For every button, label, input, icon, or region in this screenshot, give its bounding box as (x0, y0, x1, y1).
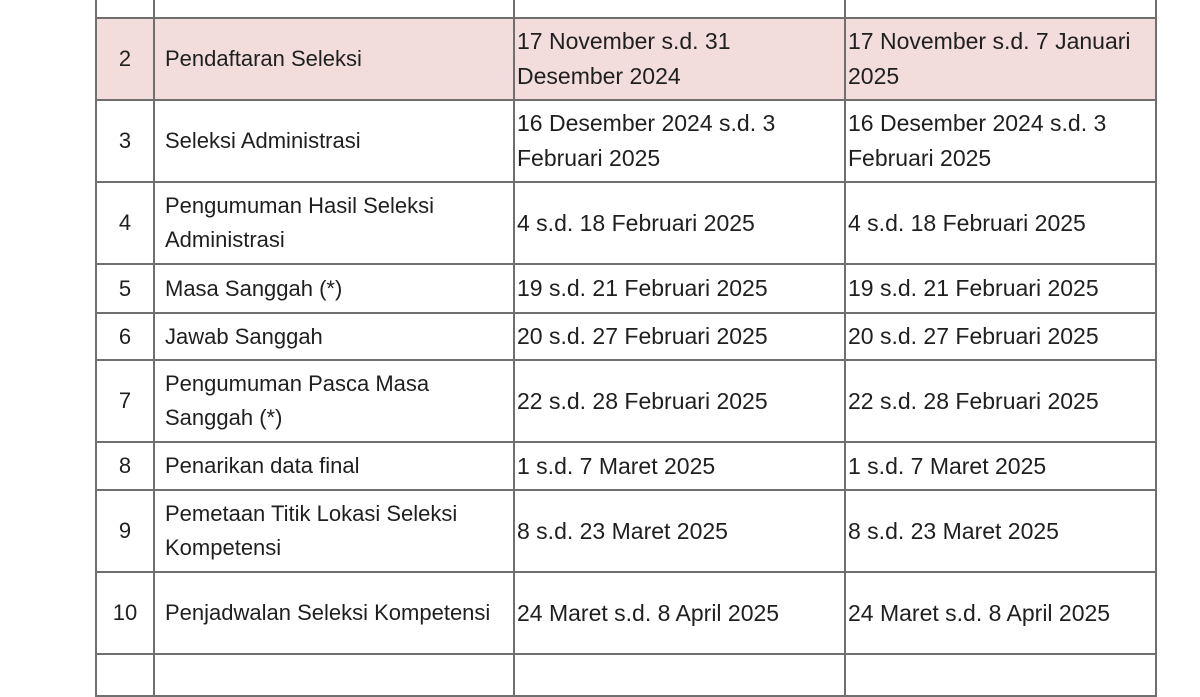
date-cell-second: 22 s.d. 28 Februari 2025 (845, 360, 1156, 442)
date-cell-first (514, 654, 845, 696)
table-row (96, 100, 1156, 182)
table-row (96, 490, 1156, 572)
activity-cell: Pengumuman Hasil Seleksi Administrasi (154, 182, 514, 264)
date-cell-second: 24 Maret s.d. 8 April 2025 (845, 572, 1156, 654)
table-row-cut-bottom (96, 654, 1156, 696)
date-cell-second (845, 654, 1156, 696)
date-cell-second: 8 s.d. 23 Maret 2025 (845, 490, 1156, 572)
row-number: 8 (96, 442, 154, 490)
row-number: 5 (96, 264, 154, 313)
date-cell-first: 16 Desember 2024 s.d. 3 Februari 2025 (514, 100, 845, 182)
activity-cell (154, 0, 514, 18)
date-cell-first: 24 Maret s.d. 8 April 2025 (514, 572, 845, 654)
row-number: 7 (96, 360, 154, 442)
activity-cell: Pengumuman Pasca Masa Sanggah (*) (154, 360, 514, 442)
activity-cell: Jawab Sanggah (154, 313, 514, 360)
date-cell-second: 19 s.d. 21 Februari 2025 (845, 264, 1156, 313)
activity-cell (154, 654, 514, 696)
row-number: 2 (96, 18, 154, 100)
date-cell-second (845, 0, 1156, 18)
date-cell-second: 4 s.d. 18 Februari 2025 (845, 182, 1156, 264)
date-cell-first: 8 s.d. 23 Maret 2025 (514, 490, 845, 572)
row-number: 4 (96, 182, 154, 264)
row-number: 6 (96, 313, 154, 360)
table-row (96, 572, 1156, 654)
date-cell-first: 19 s.d. 21 Februari 2025 (514, 264, 845, 313)
activity-cell: Pendaftaran Seleksi (154, 18, 514, 100)
row-number: 9 (96, 490, 154, 572)
table-row (96, 442, 1156, 490)
date-cell-second: 1 s.d. 7 Maret 2025 (845, 442, 1156, 490)
date-cell-first: 22 s.d. 28 Februari 2025 (514, 360, 845, 442)
table-row (96, 360, 1156, 442)
schedule-table (95, 0, 1157, 697)
table-row-cut-top (96, 0, 1156, 18)
table-row (96, 313, 1156, 360)
table-row (96, 264, 1156, 313)
date-cell-second: 16 Desember 2024 s.d. 3 Februari 2025 (845, 100, 1156, 182)
date-cell-second: 17 November s.d. 7 Januari 2025 (845, 18, 1156, 100)
table-row-highlighted (96, 18, 1156, 100)
table-row (96, 182, 1156, 264)
row-number: 10 (96, 572, 154, 654)
date-cell-first: 1 s.d. 7 Maret 2025 (514, 442, 845, 490)
activity-cell: Penarikan data final (154, 442, 514, 490)
date-cell-first: 17 November s.d. 31 Desember 2024 (514, 18, 845, 100)
activity-cell: Masa Sanggah (*) (154, 264, 514, 313)
activity-cell: Pemetaan Titik Lokasi Seleksi Kompetensi (154, 490, 514, 572)
activity-cell: Penjadwalan Seleksi Kompetensi (154, 572, 514, 654)
date-cell-first: 20 s.d. 27 Februari 2025 (514, 313, 845, 360)
row-number: 3 (96, 100, 154, 182)
date-cell-first (514, 0, 845, 18)
row-number (96, 654, 154, 696)
date-cell-first: 4 s.d. 18 Februari 2025 (514, 182, 845, 264)
date-cell-second: 20 s.d. 27 Februari 2025 (845, 313, 1156, 360)
activity-cell: Seleksi Administrasi (154, 100, 514, 182)
row-number (96, 0, 154, 18)
